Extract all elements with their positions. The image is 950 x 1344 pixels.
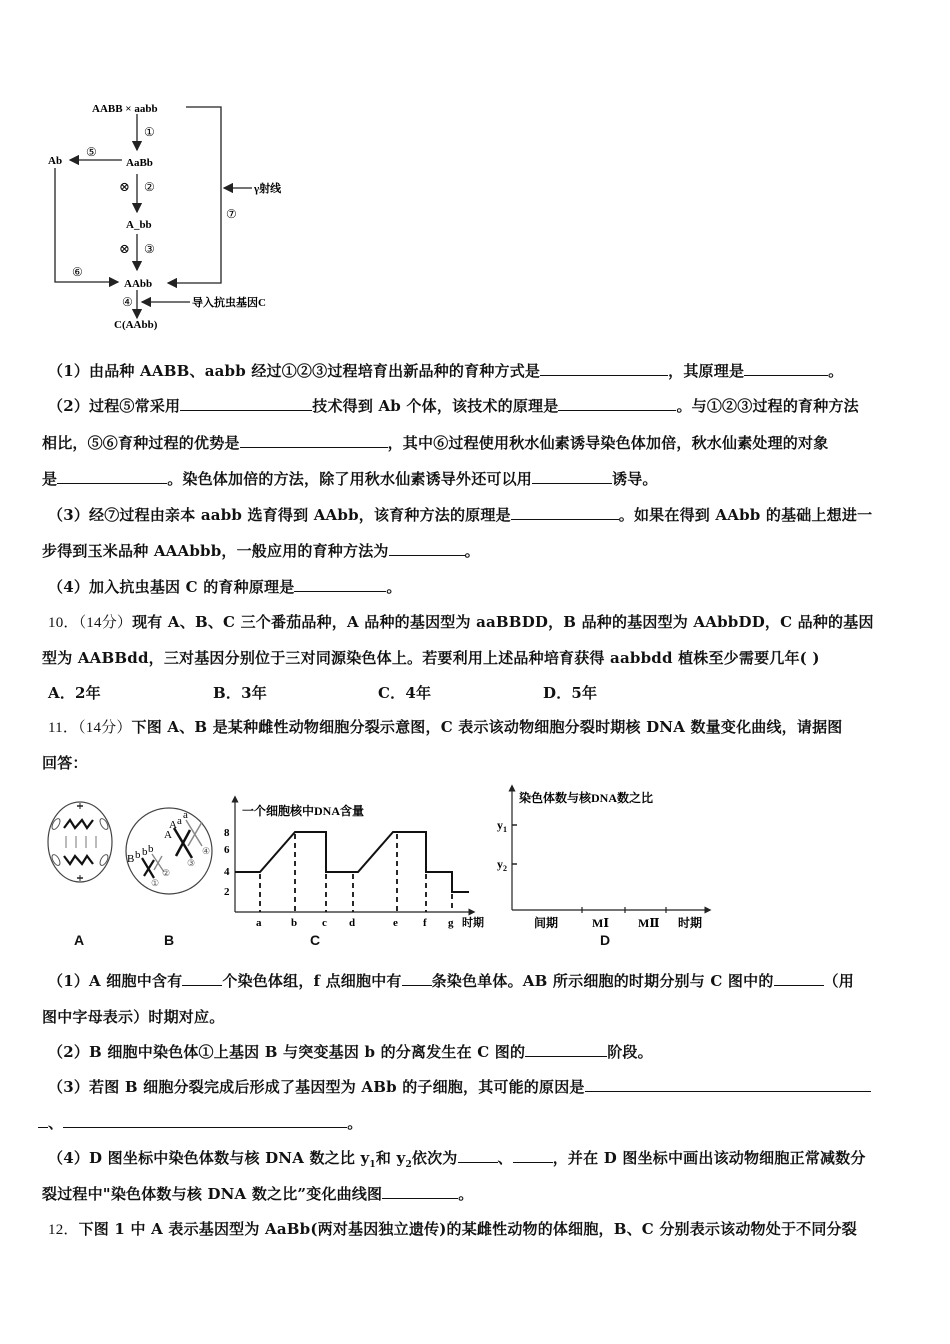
step2-label: ② bbox=[144, 180, 155, 194]
figure-b-cell bbox=[124, 806, 214, 896]
option-a[interactable]: A．2年 bbox=[48, 684, 101, 702]
q11-part4-line1: （4）D 图坐标中染色体数与核 DNA 数之比 $y_1$和 $y_2$依次为 、 ，并在 D 图坐标中画出该动物细胞正常减数分 bbox=[48, 1149, 866, 1170]
selfing-icon-1: ⊗ bbox=[119, 179, 130, 194]
step6-label: ⑥ bbox=[72, 265, 83, 279]
answer-blank[interactable] bbox=[57, 469, 167, 484]
q11-part3-line1: （3）若图 B 细胞分裂完成后形成了基因型为 ABb 的子细胞，其可能的原因是 bbox=[48, 1076, 871, 1097]
svg-text:y2: $y_2$ bbox=[497, 857, 507, 873]
answer-blank[interactable] bbox=[458, 1148, 498, 1163]
q10-stem-line2: 型为 AABBdd，三对基因分别位于三对同源染色体上。若要利用上述品种培育获得 aabbdd 植株至少需要几年( ) bbox=[42, 649, 820, 667]
q11-part4-line2: 裂过程中"染色体数与核 DNA 数之比”变化曲线图 。 bbox=[42, 1185, 474, 1203]
figure-a-label: A bbox=[74, 932, 85, 948]
step3-label: ③ bbox=[144, 242, 155, 256]
node-f1: AaBb bbox=[126, 157, 153, 169]
answer-blank[interactable] bbox=[774, 971, 824, 986]
svg-text:a: a bbox=[183, 809, 188, 821]
answer-blank[interactable] bbox=[402, 971, 432, 986]
figure-d-label: D bbox=[600, 932, 611, 948]
svg-text:a: a bbox=[256, 917, 262, 929]
breeding-flow-svg bbox=[40, 90, 300, 340]
option-b[interactable]: B．3年 bbox=[213, 684, 267, 702]
q11-part1-line2: 图中字母表示）时期对应。 bbox=[42, 1008, 225, 1026]
q11-part2: （2）B 细胞中染色体①上基因 B 与突变基因 b 的分离发生在 C 图的 阶段。 bbox=[48, 1043, 653, 1061]
svg-text:f: f bbox=[423, 917, 427, 929]
answer-blank[interactable] bbox=[532, 469, 612, 484]
node-aabb-target: AAbb bbox=[124, 278, 153, 290]
svg-text:④: ④ bbox=[202, 846, 211, 856]
svg-text:g: g bbox=[448, 917, 454, 929]
step4-label: ④ bbox=[122, 295, 133, 309]
q10-stem-line1: 10．（14分）现有 A、B、C 三个番茄品种，A 品种的基因型为 aaBBDD，B 品种的基因型为 AAbbDD，C 品种的基因 bbox=[48, 613, 874, 631]
q9-part3-line1: （3）经⑦过程由亲本 aabb 选育得到 AAbb，该育种方法的原理是 。如果在得到 AAbb 的基础上想进一 bbox=[48, 506, 873, 524]
q9-part2-line2: 相比，⑤⑥育种过程的优势是 ，其中⑥过程使用秋水仙素诱导染色体加倍，秋水仙素处理的对象 bbox=[42, 434, 829, 452]
answer-blank[interactable] bbox=[525, 1042, 607, 1057]
svg-text:间期: 间期 bbox=[534, 916, 559, 930]
breeding-diagram bbox=[40, 90, 300, 340]
step5-label: ⑤ bbox=[86, 145, 97, 159]
answer-blank[interactable] bbox=[585, 1077, 871, 1092]
svg-text:b: b bbox=[142, 846, 148, 858]
selfing-icon-2: ⊗ bbox=[119, 241, 130, 256]
svg-text:A: A bbox=[169, 819, 177, 831]
answer-blank[interactable] bbox=[38, 1113, 48, 1128]
svg-text:8: 8 bbox=[224, 827, 230, 839]
option-c[interactable]: C．4年 bbox=[378, 684, 432, 702]
answer-blank[interactable] bbox=[382, 1184, 458, 1199]
question-number: 11．（14分） bbox=[48, 720, 132, 736]
q11-part1-line1: （1）A 细胞中含有 个染色体组，f 点细胞中有 条染色单体。AB 所示细胞的时期分别与 C 图中的 （用 bbox=[48, 972, 854, 990]
answer-blank[interactable] bbox=[294, 577, 386, 592]
option-d[interactable]: D．5年 bbox=[543, 684, 598, 702]
svg-text:a: a bbox=[177, 815, 182, 827]
chart-d-title: 染色体数与核DNA数之比 bbox=[519, 791, 653, 805]
node-haploid: Ab bbox=[48, 155, 63, 167]
question-number: 10．（14分） bbox=[48, 615, 133, 631]
svg-text:B: B bbox=[127, 853, 135, 865]
chart-c-dna-content bbox=[222, 795, 497, 930]
parents-label: AABB × aabb bbox=[92, 103, 158, 115]
answer-blank[interactable] bbox=[558, 396, 676, 411]
svg-text:MⅠ: MⅠ bbox=[592, 916, 609, 930]
answer-blank[interactable] bbox=[511, 505, 619, 520]
q9-part2-line1: （2）过程⑤常采用 技术得到 Ab 个体，该技术的原理是 。与①②③过程的育种方法 bbox=[48, 397, 859, 415]
node-a-bb: A_bb bbox=[126, 219, 152, 231]
svg-text:d: d bbox=[349, 917, 356, 929]
svg-text:MⅡ: MⅡ bbox=[638, 916, 660, 930]
gamma-ray-label: γ射线 bbox=[254, 183, 282, 195]
answer-blank[interactable] bbox=[540, 361, 668, 376]
svg-text:c: c bbox=[322, 917, 327, 929]
answer-blank[interactable] bbox=[513, 1148, 553, 1163]
svg-text:b: b bbox=[291, 917, 298, 929]
q11-part3-line2: 、 。 bbox=[38, 1112, 362, 1133]
svg-text:e: e bbox=[393, 917, 398, 929]
svg-text:2: 2 bbox=[224, 886, 230, 898]
insert-gene-label: 导入抗虫基因C bbox=[192, 297, 266, 309]
q9-part1: （1）由品种 AABB、aabb 经过①②③过程培育出新品种的育种方式是 ，其原理是 。 bbox=[48, 362, 844, 380]
svg-text:②: ② bbox=[162, 868, 171, 878]
answer-blank[interactable] bbox=[240, 433, 388, 448]
chart-d-ratio bbox=[490, 782, 720, 932]
q9-part3-line2: 步得到玉米品种 AAAbbb，一般应用的育种方法为 。 bbox=[42, 542, 480, 560]
answer-blank[interactable] bbox=[182, 971, 222, 986]
svg-text:③: ③ bbox=[187, 858, 196, 868]
node-final: C(AAbb) bbox=[114, 319, 158, 331]
q9-part2-line3: 是 。染色体加倍的方法，除了用秋水仙素诱导外还可以用 诱导。 bbox=[42, 470, 658, 488]
answer-blank[interactable] bbox=[389, 541, 465, 556]
svg-text:6: 6 bbox=[224, 844, 230, 856]
question-number: 12． bbox=[48, 1222, 79, 1238]
answer-blank[interactable] bbox=[744, 361, 828, 376]
svg-text:b: b bbox=[148, 843, 154, 855]
step1-label: ① bbox=[144, 125, 155, 139]
svg-text:b: b bbox=[135, 849, 141, 861]
svg-text:4: 4 bbox=[224, 866, 230, 878]
svg-text:①: ① bbox=[151, 878, 160, 888]
answer-blank[interactable] bbox=[180, 396, 312, 411]
q10-options bbox=[48, 682, 708, 703]
q11-stem-line2: 回答： bbox=[42, 754, 88, 772]
svg-text:A: A bbox=[164, 829, 172, 841]
figure-a-cell bbox=[44, 800, 116, 885]
q9-part4: （4）加入抗虫基因 C 的育种原理是 。 bbox=[48, 578, 402, 596]
step7-label: ⑦ bbox=[226, 207, 237, 221]
figure-c-label: C bbox=[310, 932, 321, 948]
answer-blank[interactable] bbox=[63, 1113, 347, 1128]
chart-d-xlabel: 时期 bbox=[678, 916, 703, 930]
svg-text:y1: $y_1$ bbox=[497, 818, 507, 834]
q12-stem-line1: 12．下图 1 中 A 表示基因型为 AaBb(两对基因独立遗传)的某雌性动物的体细胞，B、C 分别表示该动物处于不同分裂 bbox=[48, 1220, 857, 1238]
chart-c-xlabel: 时期 bbox=[462, 917, 484, 929]
q11-stem-line1: 11．（14分）下图 A、B 是某种雌性动物细胞分裂示意图，C 表示该动物细胞分裂时期核 DNA 数量变化曲线，请据图 bbox=[48, 718, 843, 736]
figure-b-label: B bbox=[164, 932, 175, 948]
chart-c-title: 一个细胞核中DNA含量 bbox=[242, 804, 364, 818]
